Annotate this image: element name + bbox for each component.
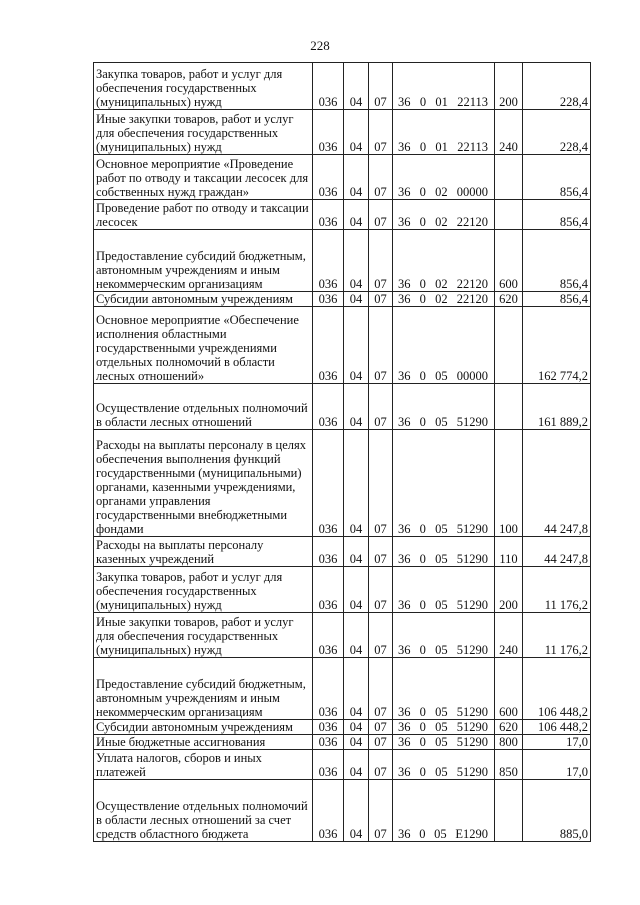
- row-description: Субсидии автономным учреждениям: [94, 292, 313, 307]
- row-description: Иные закупки товаров, работ и услуг для обеспечения государственных (муниципальных) нужд: [94, 613, 313, 658]
- amount: 885,0: [523, 780, 591, 842]
- target-article-parts: [395, 522, 492, 536]
- expense-type-code: 620: [495, 292, 523, 307]
- section-code: 04: [344, 230, 369, 292]
- program-code: 36: [398, 598, 411, 612]
- budget-table: [93, 62, 591, 842]
- table-row: [94, 780, 591, 842]
- table-row: [94, 63, 591, 110]
- amount: 162 774,2: [523, 307, 591, 384]
- row-description: Уплата налогов, сборов и иных платежей: [94, 750, 313, 780]
- direction-code: 51290: [456, 552, 488, 566]
- amount: 856,4: [523, 155, 591, 200]
- program-code: 36: [398, 720, 411, 734]
- amount: 161 889,2: [523, 384, 591, 430]
- subsection-code: 07: [369, 735, 393, 750]
- amount: 856,4: [523, 292, 591, 307]
- program-code: 36: [398, 735, 411, 749]
- expense-type-code: 800: [495, 735, 523, 750]
- row-description: Проведение работ по отводу и таксации лесосек: [94, 200, 313, 230]
- event-code: 02: [435, 292, 448, 306]
- target-article-parts: [395, 765, 492, 779]
- ministry-code: 036: [313, 780, 344, 842]
- target-article-code: [393, 307, 495, 384]
- event-code: 05: [435, 705, 448, 719]
- expense-type-code: 620: [495, 720, 523, 735]
- expense-type-code: 850: [495, 750, 523, 780]
- program-code: 36: [398, 185, 411, 199]
- expense-type-code: 200: [495, 63, 523, 110]
- target-article-code: [393, 230, 495, 292]
- section-code: 04: [344, 430, 369, 537]
- subprogram-code: 0: [419, 369, 426, 383]
- target-article-code: [393, 110, 495, 155]
- table-row: [94, 537, 591, 567]
- direction-code: 22120: [456, 277, 488, 291]
- target-article-parts: [395, 552, 492, 566]
- target-article-parts: [395, 277, 492, 291]
- section-code: 04: [344, 780, 369, 842]
- direction-code: 51290: [456, 415, 488, 429]
- program-code: 36: [398, 277, 411, 291]
- section-code: 04: [344, 735, 369, 750]
- ministry-code: 036: [313, 720, 344, 735]
- target-article-code: [393, 63, 495, 110]
- target-article-parts: [395, 598, 492, 612]
- table-row: [94, 613, 591, 658]
- section-code: 04: [344, 292, 369, 307]
- expense-type-code: [495, 200, 523, 230]
- table-row: [94, 110, 591, 155]
- ministry-code: 036: [313, 292, 344, 307]
- subprogram-code: 0: [419, 292, 426, 306]
- subsection-code: 07: [369, 307, 393, 384]
- event-code: 02: [435, 277, 448, 291]
- target-article-parts: [395, 720, 492, 734]
- subprogram-code: 0: [419, 643, 426, 657]
- subsection-code: 07: [369, 430, 393, 537]
- target-article-code: [393, 567, 495, 613]
- amount: 44 247,8: [523, 537, 591, 567]
- amount: 17,0: [523, 750, 591, 780]
- target-article-code: [393, 720, 495, 735]
- event-code: 05: [435, 415, 448, 429]
- target-article-code: [393, 200, 495, 230]
- expense-type-code: 600: [495, 230, 523, 292]
- subsection-code: 07: [369, 567, 393, 613]
- subsection-code: 07: [369, 537, 393, 567]
- expense-type-code: 240: [495, 613, 523, 658]
- event-code: 05: [435, 598, 448, 612]
- section-code: 04: [344, 155, 369, 200]
- program-code: 36: [398, 705, 411, 719]
- ministry-code: 036: [313, 63, 344, 110]
- row-description: Основное мероприятие «Проведение работ по отводу и таксации лесосек для собственных нужд граждан»: [94, 155, 313, 200]
- section-code: 04: [344, 658, 369, 720]
- ministry-code: 036: [313, 155, 344, 200]
- subprogram-code: 0: [419, 415, 426, 429]
- row-description: Закупка товаров, работ и услуг для обеспечения государственных (муниципальных) нужд: [94, 567, 313, 613]
- subsection-code: 07: [369, 200, 393, 230]
- table-row: [94, 720, 591, 735]
- event-code: 05: [435, 369, 448, 383]
- table-row: [94, 567, 591, 613]
- subsection-code: 07: [369, 155, 393, 200]
- subprogram-code: 0: [419, 95, 427, 109]
- section-code: 04: [344, 613, 369, 658]
- program-code: 36: [398, 369, 411, 383]
- ministry-code: 036: [313, 430, 344, 537]
- event-code: 01: [435, 140, 448, 154]
- ministry-code: 036: [313, 750, 344, 780]
- target-article-code: [393, 613, 495, 658]
- event-code: 05: [435, 735, 448, 749]
- target-article-parts: [395, 369, 492, 383]
- section-code: 04: [344, 567, 369, 613]
- amount: 106 448,2: [523, 720, 591, 735]
- expense-type-code: [495, 307, 523, 384]
- amount: 44 247,8: [523, 430, 591, 537]
- expense-type-code: 110: [495, 537, 523, 567]
- amount: 228,4: [523, 110, 591, 155]
- direction-code: 51290: [456, 598, 488, 612]
- ministry-code: 036: [313, 567, 344, 613]
- subprogram-code: 0: [419, 720, 426, 734]
- row-description: Иные закупки товаров, работ и услуг для обеспечения государственных (муниципальных) нужд: [94, 110, 313, 155]
- direction-code: 51290: [456, 720, 488, 734]
- row-description: Расходы на выплаты персоналу казенных учреждений: [94, 537, 313, 567]
- target-article-code: [393, 292, 495, 307]
- program-code: 36: [398, 827, 411, 841]
- program-code: 36: [398, 95, 411, 109]
- ministry-code: 036: [313, 613, 344, 658]
- expense-type-code: [495, 780, 523, 842]
- direction-code: 22120: [456, 215, 488, 229]
- ministry-code: 036: [313, 110, 344, 155]
- section-code: 04: [344, 307, 369, 384]
- direction-code: 51290: [456, 765, 488, 779]
- target-article-code: [393, 735, 495, 750]
- section-code: 04: [344, 200, 369, 230]
- subprogram-code: 0: [419, 552, 426, 566]
- ministry-code: 036: [313, 307, 344, 384]
- section-code: 04: [344, 537, 369, 567]
- page-number: 228: [310, 38, 330, 53]
- target-article-parts: [395, 140, 492, 154]
- section-code: 04: [344, 110, 369, 155]
- target-article-parts: [395, 827, 492, 841]
- row-description: Иные бюджетные ассигнования: [94, 735, 313, 750]
- expense-type-code: [495, 155, 523, 200]
- event-code: 02: [435, 185, 448, 199]
- subsection-code: 07: [369, 658, 393, 720]
- row-description: Предоставление субсидий бюджетным, автономным учреждениям и иным некоммерческим организациям: [94, 658, 313, 720]
- row-description: Субсидии автономным учреждениям: [94, 720, 313, 735]
- subsection-code: 07: [369, 63, 393, 110]
- program-code: 36: [398, 552, 411, 566]
- table-row: [94, 230, 591, 292]
- ministry-code: 036: [313, 658, 344, 720]
- table-row: [94, 735, 591, 750]
- subprogram-code: 0: [419, 140, 427, 154]
- target-article-parts: [395, 643, 492, 657]
- target-article-parts: [395, 292, 492, 306]
- subsection-code: 07: [369, 750, 393, 780]
- subsection-code: 07: [369, 384, 393, 430]
- expense-type-code: 200: [495, 567, 523, 613]
- section-code: 04: [344, 384, 369, 430]
- program-code: 36: [398, 522, 411, 536]
- target-article-parts: [395, 215, 492, 229]
- direction-code: 51290: [456, 643, 488, 657]
- program-code: 36: [398, 415, 411, 429]
- program-code: 36: [398, 765, 411, 779]
- expense-type-code: 100: [495, 430, 523, 537]
- subsection-code: 07: [369, 110, 393, 155]
- subsection-code: 07: [369, 780, 393, 842]
- event-code: 05: [435, 522, 448, 536]
- ministry-code: 036: [313, 230, 344, 292]
- target-article-code: [393, 750, 495, 780]
- subsection-code: 07: [369, 292, 393, 307]
- direction-code: 22113: [457, 95, 488, 109]
- subprogram-code: 0: [419, 827, 426, 841]
- expense-type-code: [495, 384, 523, 430]
- direction-code: 51290: [456, 522, 488, 536]
- subprogram-code: 0: [419, 598, 426, 612]
- program-code: 36: [398, 643, 411, 657]
- row-description: Закупка товаров, работ и услуг для обеспечения государственных (муниципальных) нужд: [94, 63, 313, 110]
- subprogram-code: 0: [419, 215, 426, 229]
- table-row: [94, 292, 591, 307]
- subsection-code: 07: [369, 720, 393, 735]
- section-code: 04: [344, 63, 369, 110]
- row-description: Осуществление отдельных полномочий в области лесных отношений: [94, 384, 313, 430]
- target-article-parts: [395, 185, 492, 199]
- amount: 17,0: [523, 735, 591, 750]
- section-code: 04: [344, 720, 369, 735]
- direction-code: E1290: [455, 827, 488, 841]
- table-row: [94, 155, 591, 200]
- subprogram-code: 0: [419, 765, 426, 779]
- row-description: Основное мероприятие «Обеспечение исполнения областными государственными учреждениями отдельных полномочий в области лесных отношений»: [94, 307, 313, 384]
- subprogram-code: 0: [419, 522, 426, 536]
- target-article-code: [393, 658, 495, 720]
- subsection-code: 07: [369, 613, 393, 658]
- program-code: 36: [398, 292, 411, 306]
- table-row: [94, 384, 591, 430]
- direction-code: 51290: [456, 735, 488, 749]
- direction-code: 00000: [456, 185, 488, 199]
- program-code: 36: [398, 215, 411, 229]
- target-article-code: [393, 430, 495, 537]
- target-article-code: [393, 384, 495, 430]
- table-row: [94, 307, 591, 384]
- ministry-code: 036: [313, 537, 344, 567]
- target-article-parts: [395, 415, 492, 429]
- table-row: [94, 750, 591, 780]
- amount: 856,4: [523, 230, 591, 292]
- table-row: [94, 200, 591, 230]
- ministry-code: 036: [313, 384, 344, 430]
- direction-code: 51290: [456, 705, 488, 719]
- event-code: 05: [435, 765, 448, 779]
- expense-type-code: 600: [495, 658, 523, 720]
- event-code: 05: [435, 720, 448, 734]
- ministry-code: 036: [313, 200, 344, 230]
- program-code: 36: [398, 140, 411, 154]
- target-article-code: [393, 780, 495, 842]
- subsection-code: 07: [369, 230, 393, 292]
- table-row: [94, 430, 591, 537]
- row-description: Осуществление отдельных полномочий в области лесных отношений за счет средств областного бюджета: [94, 780, 313, 842]
- subprogram-code: 0: [419, 705, 426, 719]
- table-row: [94, 658, 591, 720]
- direction-code: 22113: [457, 140, 488, 154]
- amount: 106 448,2: [523, 658, 591, 720]
- target-article-parts: [395, 735, 492, 749]
- direction-code: 22120: [456, 292, 488, 306]
- amount: 11 176,2: [523, 613, 591, 658]
- event-code: 02: [435, 215, 448, 229]
- subprogram-code: 0: [419, 185, 426, 199]
- direction-code: 00000: [456, 369, 488, 383]
- target-article-code: [393, 155, 495, 200]
- event-code: 01: [435, 95, 448, 109]
- subprogram-code: 0: [419, 735, 426, 749]
- expense-type-code: 240: [495, 110, 523, 155]
- row-description: Предоставление субсидий бюджетным, автономным учреждениям и иным некоммерческим организациям: [94, 230, 313, 292]
- target-article-parts: [395, 705, 492, 719]
- event-code: 05: [435, 643, 448, 657]
- target-article-parts: [395, 95, 492, 109]
- event-code: 05: [434, 827, 447, 841]
- amount: 11 176,2: [523, 567, 591, 613]
- ministry-code: 036: [313, 735, 344, 750]
- section-code: 04: [344, 750, 369, 780]
- subprogram-code: 0: [419, 277, 426, 291]
- amount: 228,4: [523, 63, 591, 110]
- amount: 856,4: [523, 200, 591, 230]
- event-code: 05: [435, 552, 448, 566]
- target-article-code: [393, 537, 495, 567]
- row-description: Расходы на выплаты персоналу в целях обеспечения выполнения функций государственными (муниципальными) органами, казенными учреждениями, органами управления государственными внебюджетными фондами: [94, 430, 313, 537]
